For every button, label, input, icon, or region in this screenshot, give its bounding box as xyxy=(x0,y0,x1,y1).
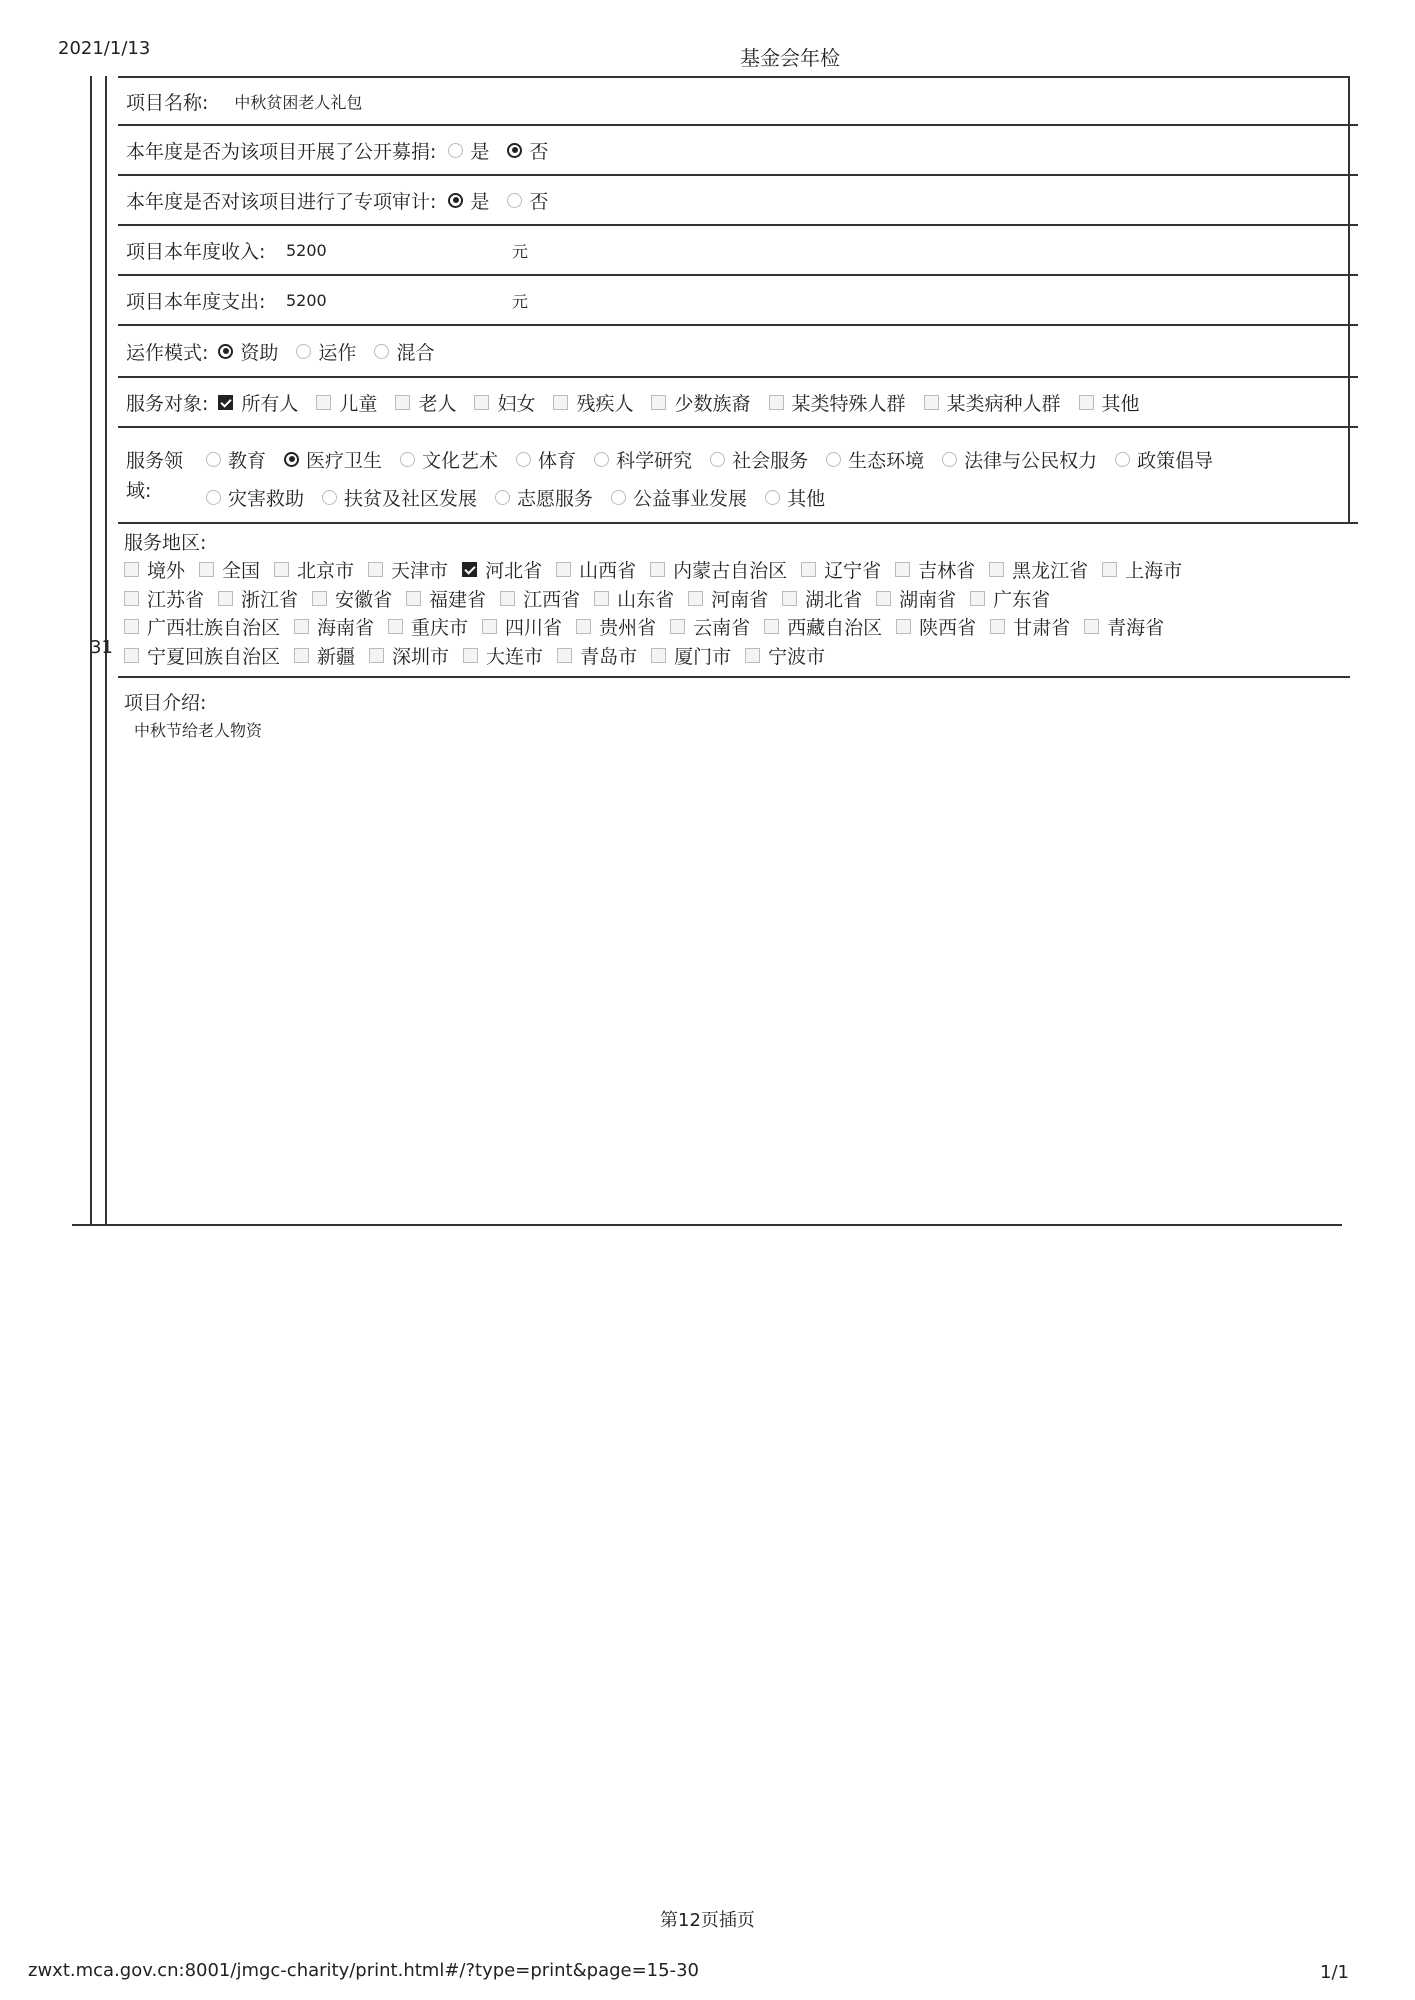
region-option[interactable]: 宁夏回族自治区 xyxy=(124,642,280,669)
radio[interactable] xyxy=(322,490,337,505)
radio-no[interactable] xyxy=(507,193,522,208)
target-option[interactable]: 残疾人 xyxy=(553,389,633,416)
target-option[interactable]: 所有人 xyxy=(218,389,298,416)
region-option[interactable]: 四川省 xyxy=(482,613,562,640)
checkbox[interactable] xyxy=(876,591,891,606)
intro-label: 项目介绍: xyxy=(124,692,207,714)
special-audit-label: 本年度是否对该项目进行了专项审计: xyxy=(126,190,437,213)
region-option[interactable]: 全国 xyxy=(199,556,260,583)
radio-funding-selected[interactable] xyxy=(218,344,233,359)
checkbox[interactable] xyxy=(970,591,985,606)
row-number: 31 xyxy=(90,637,113,658)
checkbox[interactable] xyxy=(368,562,383,577)
region-line-2 xyxy=(124,584,1358,613)
checkbox[interactable] xyxy=(474,395,489,410)
region-option[interactable]: 重庆市 xyxy=(388,613,468,640)
operation-mode-label: 运作模式: xyxy=(126,341,209,364)
checkbox[interactable] xyxy=(782,591,797,606)
checkbox[interactable] xyxy=(406,591,421,606)
expense-label: 项目本年度支出: xyxy=(126,290,266,313)
target-option[interactable]: 妇女 xyxy=(474,389,535,416)
checkbox[interactable] xyxy=(651,395,666,410)
service-fields-line-1 xyxy=(206,440,1231,478)
special-audit-option-no[interactable]: 否 xyxy=(507,187,548,214)
region-option[interactable]: 北京市 xyxy=(274,556,354,583)
region-option[interactable]: 内蒙古自治区 xyxy=(650,556,787,583)
field-option[interactable]: 扶贫及社区发展 xyxy=(322,484,477,511)
radio-mixed[interactable] xyxy=(374,344,389,359)
region-option[interactable]: 山东省 xyxy=(594,585,674,612)
expense-value: 5200 xyxy=(286,290,327,310)
service-targets-label: 服务对象: xyxy=(126,392,209,415)
checkbox[interactable] xyxy=(801,562,816,577)
project-name-row xyxy=(118,78,1358,126)
frame-line-intro-top xyxy=(118,676,1350,678)
checkbox[interactable] xyxy=(274,562,289,577)
field-option[interactable]: 公益事业发展 xyxy=(611,484,747,511)
service-fields-line-2 xyxy=(206,478,1231,516)
checkbox[interactable] xyxy=(395,395,410,410)
field-option[interactable]: 志愿服务 xyxy=(495,484,593,511)
field-option[interactable]: 生态环境 xyxy=(826,446,924,473)
field-option[interactable]: 社会服务 xyxy=(710,446,808,473)
operation-mode-row xyxy=(118,326,1358,378)
field-option[interactable]: 文化艺术 xyxy=(400,446,498,473)
checkbox[interactable] xyxy=(294,648,309,663)
radio[interactable] xyxy=(516,452,531,467)
region-option[interactable]: 深圳市 xyxy=(369,642,449,669)
page-title: 基金会年检 xyxy=(740,46,840,70)
region-option[interactable]: 陕西省 xyxy=(896,613,976,640)
region-option[interactable]: 甘肃省 xyxy=(990,613,1070,640)
field-option[interactable]: 教育 xyxy=(206,446,266,473)
checkbox-checked[interactable] xyxy=(218,395,233,410)
special-audit-option-yes[interactable]: 是 xyxy=(448,187,489,214)
target-option[interactable]: 儿童 xyxy=(316,389,377,416)
target-option[interactable]: 某类特殊人群 xyxy=(769,389,906,416)
public-fundraising-label: 本年度是否为该项目开展了公开募捐: xyxy=(126,140,437,163)
field-option[interactable]: 体育 xyxy=(516,446,576,473)
special-audit-row xyxy=(118,176,1358,226)
checkbox[interactable] xyxy=(553,395,568,410)
income-value: 5200 xyxy=(286,240,327,260)
footer-url: zwxt.mca.gov.cn:8001/jmgc-charity/print.html#/?type=print&page=15-30 xyxy=(28,1960,699,1981)
region-option[interactable]: 安徽省 xyxy=(312,585,392,612)
region-option[interactable]: 宁波市 xyxy=(745,642,825,669)
checkbox[interactable] xyxy=(199,562,214,577)
checkbox[interactable] xyxy=(1102,562,1117,577)
project-name-label: 项目名称: xyxy=(126,91,209,114)
region-option[interactable]: 黑龙江省 xyxy=(989,556,1088,583)
radio[interactable] xyxy=(611,490,626,505)
income-row xyxy=(118,226,1358,276)
region-option[interactable]: 海南省 xyxy=(294,613,374,640)
region-option[interactable]: 新疆 xyxy=(294,642,355,669)
checkbox[interactable] xyxy=(576,619,591,634)
income-unit: 元 xyxy=(512,241,529,261)
region-option[interactable]: 上海市 xyxy=(1102,556,1182,583)
page-insert-note: 第12页插页 xyxy=(660,1910,755,1931)
region-option[interactable]: 江苏省 xyxy=(124,585,204,612)
radio[interactable] xyxy=(942,452,957,467)
print-date: 2021/1/13 xyxy=(58,38,151,59)
radio-yes[interactable] xyxy=(448,143,463,158)
public-fundraising-row xyxy=(118,126,1358,176)
checkbox[interactable] xyxy=(650,562,665,577)
region-option[interactable]: 境外 xyxy=(124,556,185,583)
field-option[interactable]: 法律与公民权力 xyxy=(942,446,1097,473)
checkbox[interactable] xyxy=(1084,619,1099,634)
target-option[interactable]: 其他 xyxy=(1079,389,1140,416)
expense-unit: 元 xyxy=(512,291,529,311)
radio[interactable] xyxy=(594,452,609,467)
region-line-1 xyxy=(124,556,1358,585)
income-label: 项目本年度收入: xyxy=(126,240,266,263)
field-option[interactable]: 政策倡导 xyxy=(1115,446,1213,473)
region-option[interactable]: 湖北省 xyxy=(782,585,862,612)
checkbox[interactable] xyxy=(764,619,779,634)
checkbox[interactable] xyxy=(556,562,571,577)
region-option[interactable]: 广西壮族自治区 xyxy=(124,613,280,640)
page-count: 1/1 xyxy=(1320,1962,1349,1983)
region-option[interactable]: 广东省 xyxy=(970,585,1050,612)
region-option[interactable]: 河北省 xyxy=(462,556,542,583)
target-option[interactable]: 某类病种人群 xyxy=(924,389,1061,416)
checkbox[interactable] xyxy=(124,591,139,606)
radio[interactable] xyxy=(495,490,510,505)
service-fields-row xyxy=(118,428,1358,524)
radio[interactable] xyxy=(1115,452,1130,467)
public-fundraising-option-no[interactable]: 否 xyxy=(507,137,548,164)
checkbox[interactable] xyxy=(769,395,784,410)
checkbox[interactable] xyxy=(745,648,760,663)
service-regions-label: 服务地区: xyxy=(124,531,207,554)
radio[interactable] xyxy=(206,452,221,467)
operation-mode-option-operation[interactable]: 运作 xyxy=(296,338,356,365)
checkbox[interactable] xyxy=(500,591,515,606)
operation-mode-option-funding[interactable]: 资助 xyxy=(218,338,278,365)
region-option[interactable]: 西藏自治区 xyxy=(764,613,882,640)
region-option[interactable]: 湖南省 xyxy=(876,585,956,612)
radio-selected[interactable] xyxy=(284,452,299,467)
radio-no-selected[interactable] xyxy=(507,143,522,158)
checkbox[interactable] xyxy=(1079,395,1094,410)
checkbox[interactable] xyxy=(294,619,309,634)
checkbox[interactable] xyxy=(124,619,139,634)
checkbox[interactable] xyxy=(482,619,497,634)
radio-operation[interactable] xyxy=(296,344,311,359)
radio[interactable] xyxy=(826,452,841,467)
checkbox[interactable] xyxy=(369,648,384,663)
checkbox-checked[interactable] xyxy=(462,562,477,577)
checkbox[interactable] xyxy=(316,395,331,410)
checkbox[interactable] xyxy=(990,619,1005,634)
region-option[interactable]: 吉林省 xyxy=(895,556,975,583)
region-option[interactable]: 厦门市 xyxy=(651,642,731,669)
intro-text: 中秋节给老人物资 xyxy=(134,721,263,740)
project-name-value: 中秋贫困老人礼包 xyxy=(234,92,363,112)
field-option[interactable]: 科学研究 xyxy=(594,446,692,473)
checkbox[interactable] xyxy=(463,648,478,663)
frame-line-bottom xyxy=(72,1224,1342,1226)
region-option[interactable]: 青海省 xyxy=(1084,613,1164,640)
radio[interactable] xyxy=(400,452,415,467)
checkbox[interactable] xyxy=(312,591,327,606)
service-targets-row xyxy=(118,378,1358,428)
radio-yes-selected[interactable] xyxy=(448,193,463,208)
region-option[interactable]: 浙江省 xyxy=(218,585,298,612)
region-option[interactable]: 云南省 xyxy=(670,613,750,640)
checkbox[interactable] xyxy=(557,648,572,663)
checkbox[interactable] xyxy=(688,591,703,606)
checkbox[interactable] xyxy=(895,562,910,577)
checkbox[interactable] xyxy=(124,648,139,663)
region-option[interactable]: 江西省 xyxy=(500,585,580,612)
region-option[interactable]: 天津市 xyxy=(368,556,448,583)
checkbox[interactable] xyxy=(651,648,666,663)
field-option[interactable]: 灾害救助 xyxy=(206,484,304,511)
region-option[interactable]: 大连市 xyxy=(463,642,543,669)
checkbox[interactable] xyxy=(670,619,685,634)
target-option[interactable]: 老人 xyxy=(395,389,456,416)
service-fields-label: 服务领 域: xyxy=(126,450,184,502)
region-option[interactable]: 贵州省 xyxy=(576,613,656,640)
region-line-4 xyxy=(124,641,1358,670)
checkbox[interactable] xyxy=(896,619,911,634)
public-fundraising-option-yes[interactable]: 是 xyxy=(448,137,489,164)
region-option[interactable]: 辽宁省 xyxy=(801,556,881,583)
radio[interactable] xyxy=(710,452,725,467)
checkbox[interactable] xyxy=(594,591,609,606)
service-regions xyxy=(118,527,1358,670)
field-option[interactable]: 其他 xyxy=(765,484,825,511)
operation-mode-option-mixed[interactable]: 混合 xyxy=(374,338,434,365)
field-option[interactable]: 医疗卫生 xyxy=(284,446,382,473)
region-option[interactable]: 山西省 xyxy=(556,556,636,583)
service-fields-options xyxy=(206,440,1231,516)
checkbox[interactable] xyxy=(388,619,403,634)
region-option[interactable]: 河南省 xyxy=(688,585,768,612)
expense-row xyxy=(118,276,1358,326)
checkbox[interactable] xyxy=(989,562,1004,577)
checkbox[interactable] xyxy=(924,395,939,410)
checkbox[interactable] xyxy=(124,562,139,577)
region-option[interactable]: 福建省 xyxy=(406,585,486,612)
target-option[interactable]: 少数族裔 xyxy=(651,389,750,416)
checkbox[interactable] xyxy=(218,591,233,606)
region-line-3 xyxy=(124,613,1358,642)
region-option[interactable]: 青岛市 xyxy=(557,642,637,669)
radio[interactable] xyxy=(765,490,780,505)
radio[interactable] xyxy=(206,490,221,505)
